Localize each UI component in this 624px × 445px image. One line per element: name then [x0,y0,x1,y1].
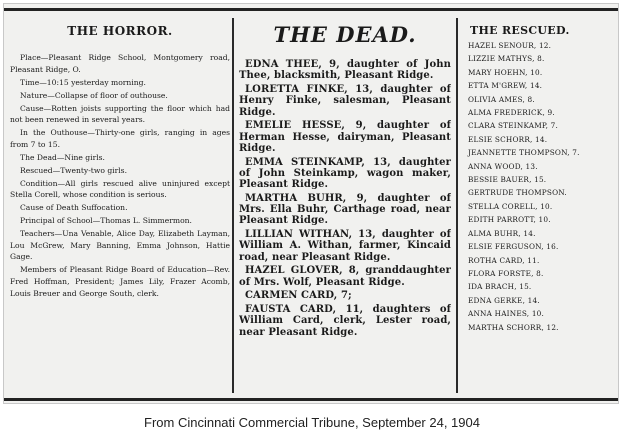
dead-entries [239,59,451,338]
horror-paragraph: The Dead—Nine girls. [20,152,105,162]
dead-entry: HAZEL GLOVER, 8, granddaughter of Mrs. Wolf, Pleasant Ridge. [239,265,451,288]
horror-paragraph: Cause—Rotten joists supporting the floor which had not been renewed in several years. [10,103,230,125]
newspaper-clipping [3,3,619,404]
dead-entry: FAUSTA CARD, 11, daughters of William Card, clerk, Lester road, near Pleasant Ridge. [239,304,451,338]
rescued-name: STELLA CORELL, 10. [468,201,553,211]
dead-entry: MARTHA BUHR, 9, daughter of Mrs. Ella Buhr, Carthage road, near Pleasant Ridge. [239,192,451,227]
rescued-name: MARTHA SCHORR, 12. [468,322,559,332]
horror-paragraph: Principal of School—Thomas L. Simmermon. [20,216,192,226]
rescued-name: OLIVIA AMES, 8. [468,94,535,104]
dead-heading: THE DEAD. [273,22,417,47]
top-border-rule [4,8,618,11]
rescued-name: JEANNETTE THOMPSON, 7. [468,148,580,158]
horror-paragraph: Members of Pleasant Ridge Board of Education—Rev. Fred Hoffman, President; James Lily, Frazer Acomb, Louis Breuer and George South, clerk. [10,265,230,298]
rescued-name: ANNA HAINES, 10. [468,309,545,319]
horror-paragraphs [10,52,230,299]
dead-entry: EDNA THEE, 9, daughter of John Thee, blacksmith, Pleasant Ridge. [239,59,451,82]
rescued-name: CLARA STEINKAMP, 7. [468,121,558,131]
horror-paragraph: Time—10:15 yesterday morning. [20,77,146,87]
horror-column [10,18,230,395]
horror-paragraph: Nature—Collapse of floor of outhouse. [20,90,168,100]
dead-entry: CARMEN CARD, 7; [245,290,352,302]
rescued-column [464,18,614,395]
rescued-name: HAZEL SENOUR, 12. [468,41,552,50]
column-divider-right [456,18,458,393]
rescued-name: ROTHA CARD, 11. [468,255,540,265]
rescued-name: MARY HOEHN, 10. [468,67,543,77]
rescued-name: ALMA FREDERICK, 9. [468,108,555,118]
horror-paragraph: Teachers—Una Venable, Alice Day, Elizabeth Layman, Lou McGrew, Mary Banning, Emma Johnson, Hattie Gage. [10,229,230,262]
horror-paragraph: Rescued—Twenty-two girls. [20,165,127,175]
horror-heading: THE HORROR. [67,24,173,38]
rescued-name: EDNA GERKE, 14. [468,295,540,305]
dead-entry: EMMA STEINKAMP, 13, daughter of John Steinkamp, wagon maker, Pleasant Ridge. [239,156,451,191]
rescued-heading: THE RESCUED. [470,24,570,37]
dead-column [239,18,451,395]
rescued-name: BESSIE BAUER, 15. [468,175,547,185]
rescued-name: ANNA WOOD, 13. [468,161,538,171]
rescued-name: GERTRUDE THOMPSON. [468,188,567,198]
image-caption: From Cincinnati Commercial Tribune, September 24, 1904 [144,415,480,430]
dead-entry: EMELIE HESSE, 9, daughter of Herman Hesse, dairyman, Pleasant Ridge. [239,120,451,154]
rescued-name: IDA BRACH, 15. [468,282,532,292]
rescued-name: LIZZIE MATHYS, 8. [468,54,545,64]
horror-paragraph: Cause of Death Suffocation. [20,203,128,213]
dead-entry: LILLIAN WITHAN, 13, daughter of William A. Withan, farmer, Kincaid road, near Pleasant Ridge. [239,229,451,263]
horror-paragraph: In the Outhouse—Thirty-one girls, ranging in ages from 7 to 15. [10,128,230,149]
bottom-border-rule [4,398,618,401]
rescued-name: ELSIE FERGUSON, 16. [468,242,559,252]
horror-paragraph: Place—Pleasant Ridge School, Montgomery road, Pleasant Ridge, O. [10,53,230,74]
rescued-name: ETTA M'GREW, 14. [468,81,543,91]
rescued-list [464,39,614,334]
rescued-name: FLORA FORSTE, 8. [468,268,544,278]
rescued-name: ELSIE SCHORR, 14. [468,134,548,144]
dead-entry: LORETTA FINKE, 13, daughter of Henry Finke, salesman, Pleasant Ridge. [239,83,451,118]
rescued-name: ALMA BUHR, 14. [468,228,536,238]
column-divider-left [232,18,234,393]
rescued-name: EDITH PARROTT, 10. [468,215,551,225]
horror-paragraph: Condition—All girls rescued alive uninjured except Stella Corell, whose condition is serious. [10,178,230,200]
